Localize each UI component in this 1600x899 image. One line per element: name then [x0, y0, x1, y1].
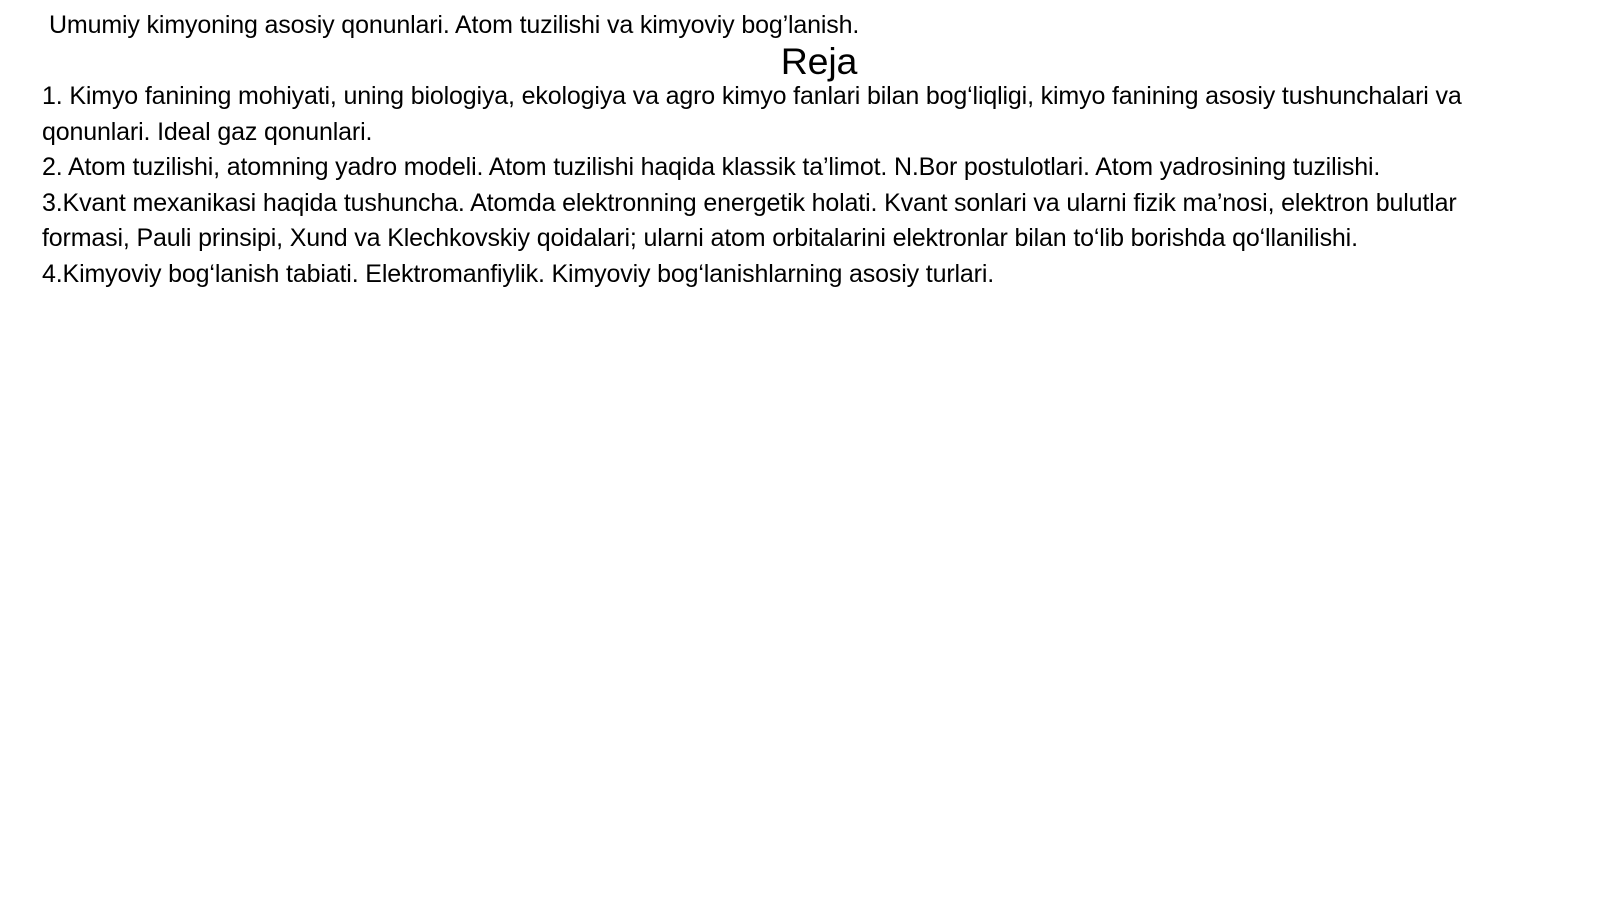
document-body	[42, 8, 1542, 292]
plan-item-1: 1. Kimyo fanining mohiyati, uning biologiya, ekologiya va agro kimyo fanlari bilan bog‘liqligi, kimyo fanining asosiy tushunchalari va qonunlari. Ideal gaz qonunlari.	[42, 82, 1462, 146]
plan-item-2: 2. Atom tuzilishi, atomning yadro modeli. Atom tuzilishi haqida klassik ta’limot. N.Bor postulotlari. Atom yadrosining tuzilishi.	[42, 153, 1381, 181]
plan-heading: Reja	[780, 39, 858, 82]
plan-list	[42, 79, 1542, 292]
plan-item-3: 3.Kvant mexanikasi haqida tushuncha. Atomda elektronning energetik holati. Kvant sonlari va ularni fizik ma’nosi, elektron bulutlar formasi, Pauli prinsipi, Xund va Klechkovskiy qoidalari; ularni atom orbitalarini elektronlar bilan to‘lib borishda qo‘llanilishi.	[42, 188, 1457, 252]
plan-item-4: 4.Kimyoviy bog‘lanish tabiati. Elektromanfiylik. Kimyoviy bog‘lanishlarning asosiy turlari.	[42, 259, 995, 288]
document-title: Umumiy kimyoning asosiy qonunlari. Atom tuzilishi va kimyoviy bog’lanish.	[49, 11, 860, 39]
